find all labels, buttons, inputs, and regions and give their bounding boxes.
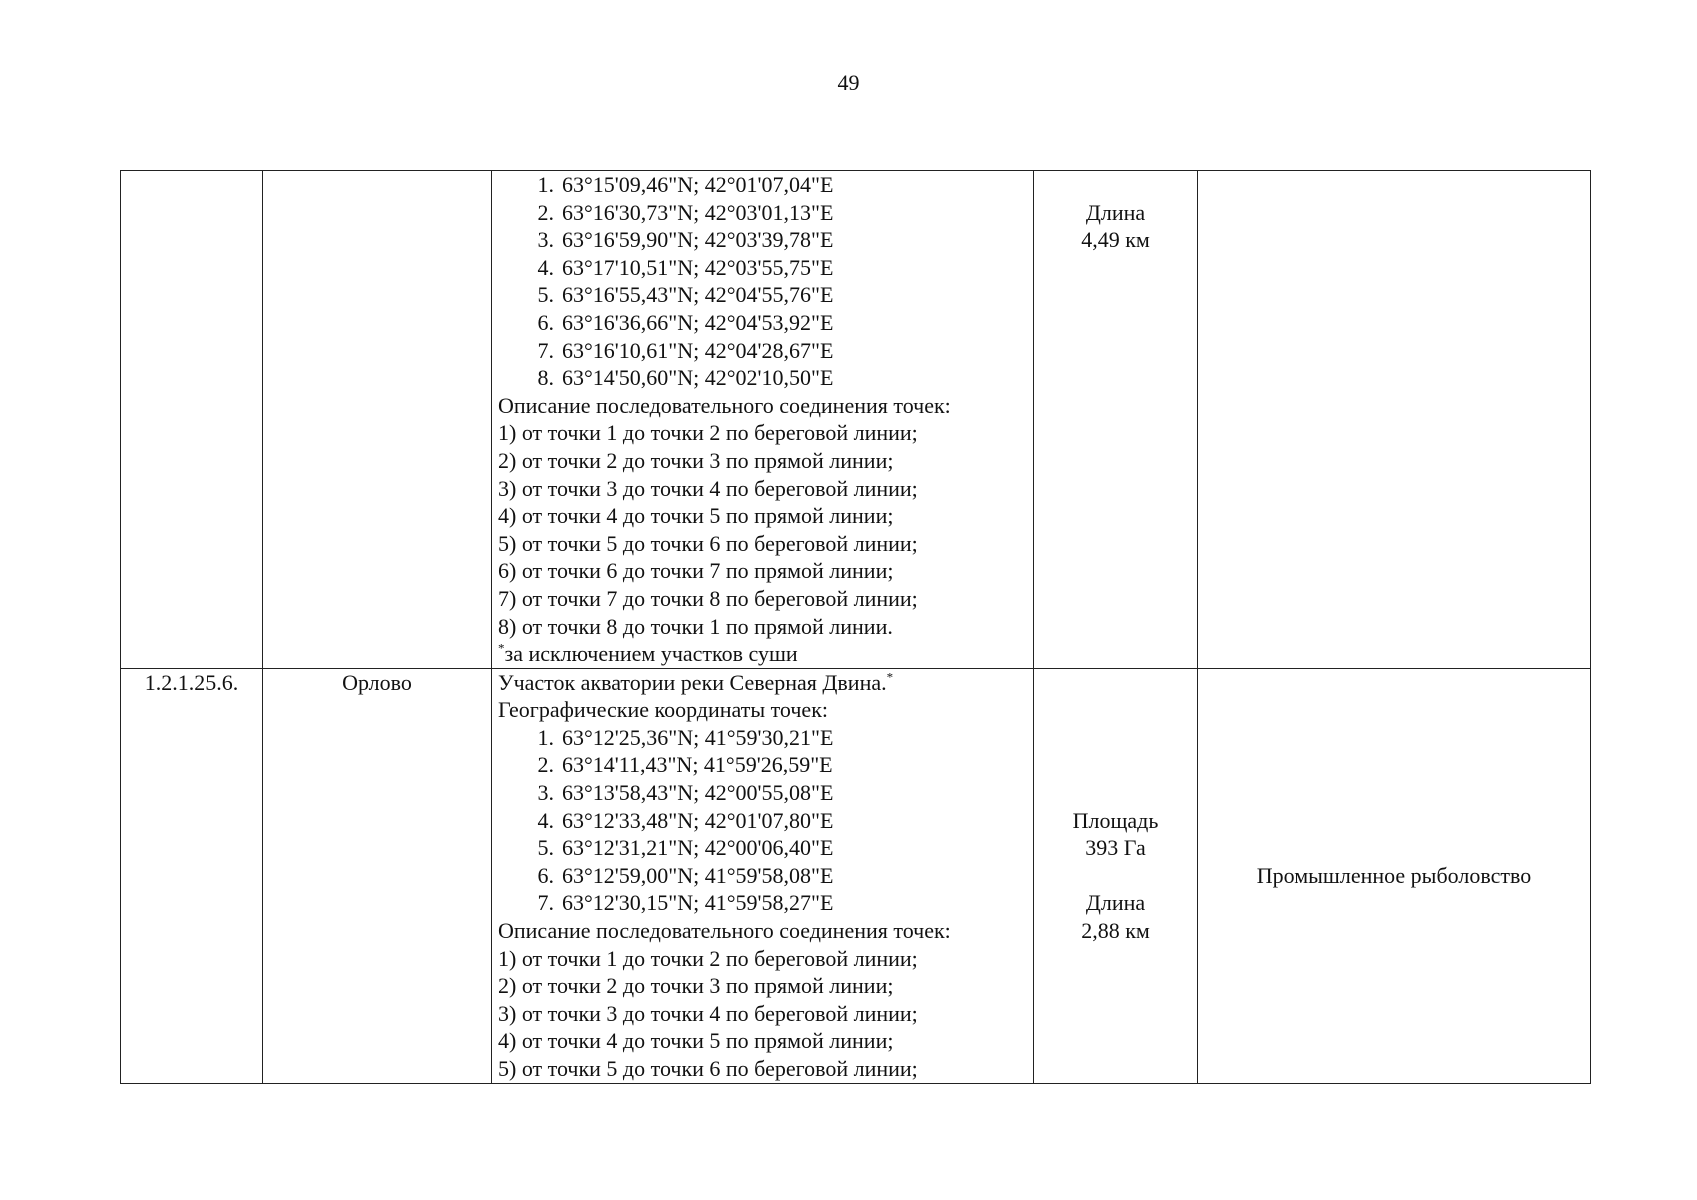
coordinate-item: 4. 63°17'10,51"N; 42°03'55,75"E <box>537 254 834 280</box>
coordinates-list <box>498 724 1027 917</box>
coordinate-item: 4. 63°12'33,48"N; 42°01'07,80"E <box>537 807 834 833</box>
measure-cell <box>1034 171 1198 669</box>
area-title: Участок акватории реки Северная Двина.* <box>498 669 894 695</box>
connection-item: 8) от точки 8 до точки 1 по прямой линии. <box>498 613 893 639</box>
coordinate-item: 2. 63°14'11,43"N; 41°59'26,59"E <box>537 752 833 778</box>
coordinate-item: 1. 63°15'09,46"N; 42°01'07,04"E <box>537 172 834 197</box>
area-value: 393 Га <box>1085 835 1146 861</box>
connection-item: 5) от точки 5 до точки 6 по береговой линии; <box>498 1056 918 1081</box>
connection-item: 3) от точки 3 до точки 4 по береговой линии; <box>498 475 918 501</box>
connection-item: 3) от точки 3 до точки 4 по береговой линии; <box>498 1000 918 1026</box>
length-label: Длина <box>1085 890 1146 916</box>
connection-item: 6) от точки 6 до точки 7 по прямой линии; <box>498 558 894 584</box>
connection-item: 1) от точки 1 до точки 2 по береговой линии; <box>498 420 918 446</box>
length-value: 4,49 км <box>1081 227 1150 253</box>
connection-item: 7) от точки 7 до точки 8 по береговой линии; <box>498 585 918 611</box>
row-number-cell <box>121 668 263 1083</box>
coordinate-item: 6. 63°16'36,66"N; 42°04'53,92"E <box>537 309 834 335</box>
purpose-cell <box>1198 171 1591 669</box>
row-number: 1.2.1.25.6. <box>144 669 239 695</box>
connection-item: 1) от точки 1 до точки 2 по береговой линии; <box>498 945 918 971</box>
coordinate-item: 7. 63°16'10,61"N; 42°04'28,67"E <box>537 337 834 363</box>
coordinate-item: 2. 63°16'30,73"N; 42°03'01,13"E <box>537 199 834 225</box>
row-name-cell <box>263 171 492 669</box>
row-number-cell <box>121 171 263 669</box>
row-name: Орлово <box>342 669 412 695</box>
length-label: Длина <box>1085 199 1146 225</box>
footnote: *за исключением участков суши <box>498 640 798 667</box>
table-row <box>121 668 1591 1083</box>
coordinate-item: 1. 63°12'25,36"N; 41°59'30,21"E <box>537 724 834 750</box>
coordinate-item: 7. 63°12'30,15"N; 41°59'58,27"E <box>537 890 834 916</box>
description-cell <box>492 668 1034 1083</box>
length-value: 2,88 км <box>1081 918 1150 944</box>
connection-item: 2) от точки 2 до точки 3 по прямой линии; <box>498 973 894 999</box>
row-name-cell <box>263 668 492 1083</box>
coordinate-item: 8. 63°14'50,60"N; 42°02'10,50"E <box>537 365 834 391</box>
connection-item: 5) от точки 5 до точки 6 по береговой линии; <box>498 530 918 556</box>
fishing-areas-table <box>120 170 1591 1084</box>
coordinates-heading: Географические координаты точек: <box>498 697 828 723</box>
coordinate-item: 3. 63°16'59,90"N; 42°03'39,78"E <box>537 227 834 253</box>
coordinate-item: 6. 63°12'59,00"N; 41°59'58,08"E <box>537 862 834 888</box>
connection-heading: Описание последовательного соединения точек: <box>498 392 951 418</box>
connection-item: 2) от точки 2 до точки 3 по прямой линии; <box>498 447 894 473</box>
purpose-text: Промышленное рыболовство <box>1256 862 1532 888</box>
area-label: Площадь <box>1072 807 1159 833</box>
connection-item: 4) от точки 4 до точки 5 по прямой линии; <box>498 503 894 529</box>
coordinate-item: 3. 63°13'58,43"N; 42°00'55,08"E <box>537 780 834 806</box>
coordinates-list <box>498 171 1027 392</box>
description-cell <box>492 171 1034 669</box>
connection-item: 4) от точки 4 до точки 5 по прямой линии; <box>498 1028 894 1054</box>
purpose-cell <box>1198 668 1591 1083</box>
table-row <box>121 171 1591 669</box>
coordinate-item: 5. 63°16'55,43"N; 42°04'55,76"E <box>537 282 834 308</box>
coordinate-item: 5. 63°12'31,21"N; 42°00'06,40"E <box>537 835 834 861</box>
measure-cell <box>1034 668 1198 1083</box>
connection-heading: Описание последовательного соединения точек: <box>498 918 951 944</box>
page-number: 49 <box>837 70 860 95</box>
